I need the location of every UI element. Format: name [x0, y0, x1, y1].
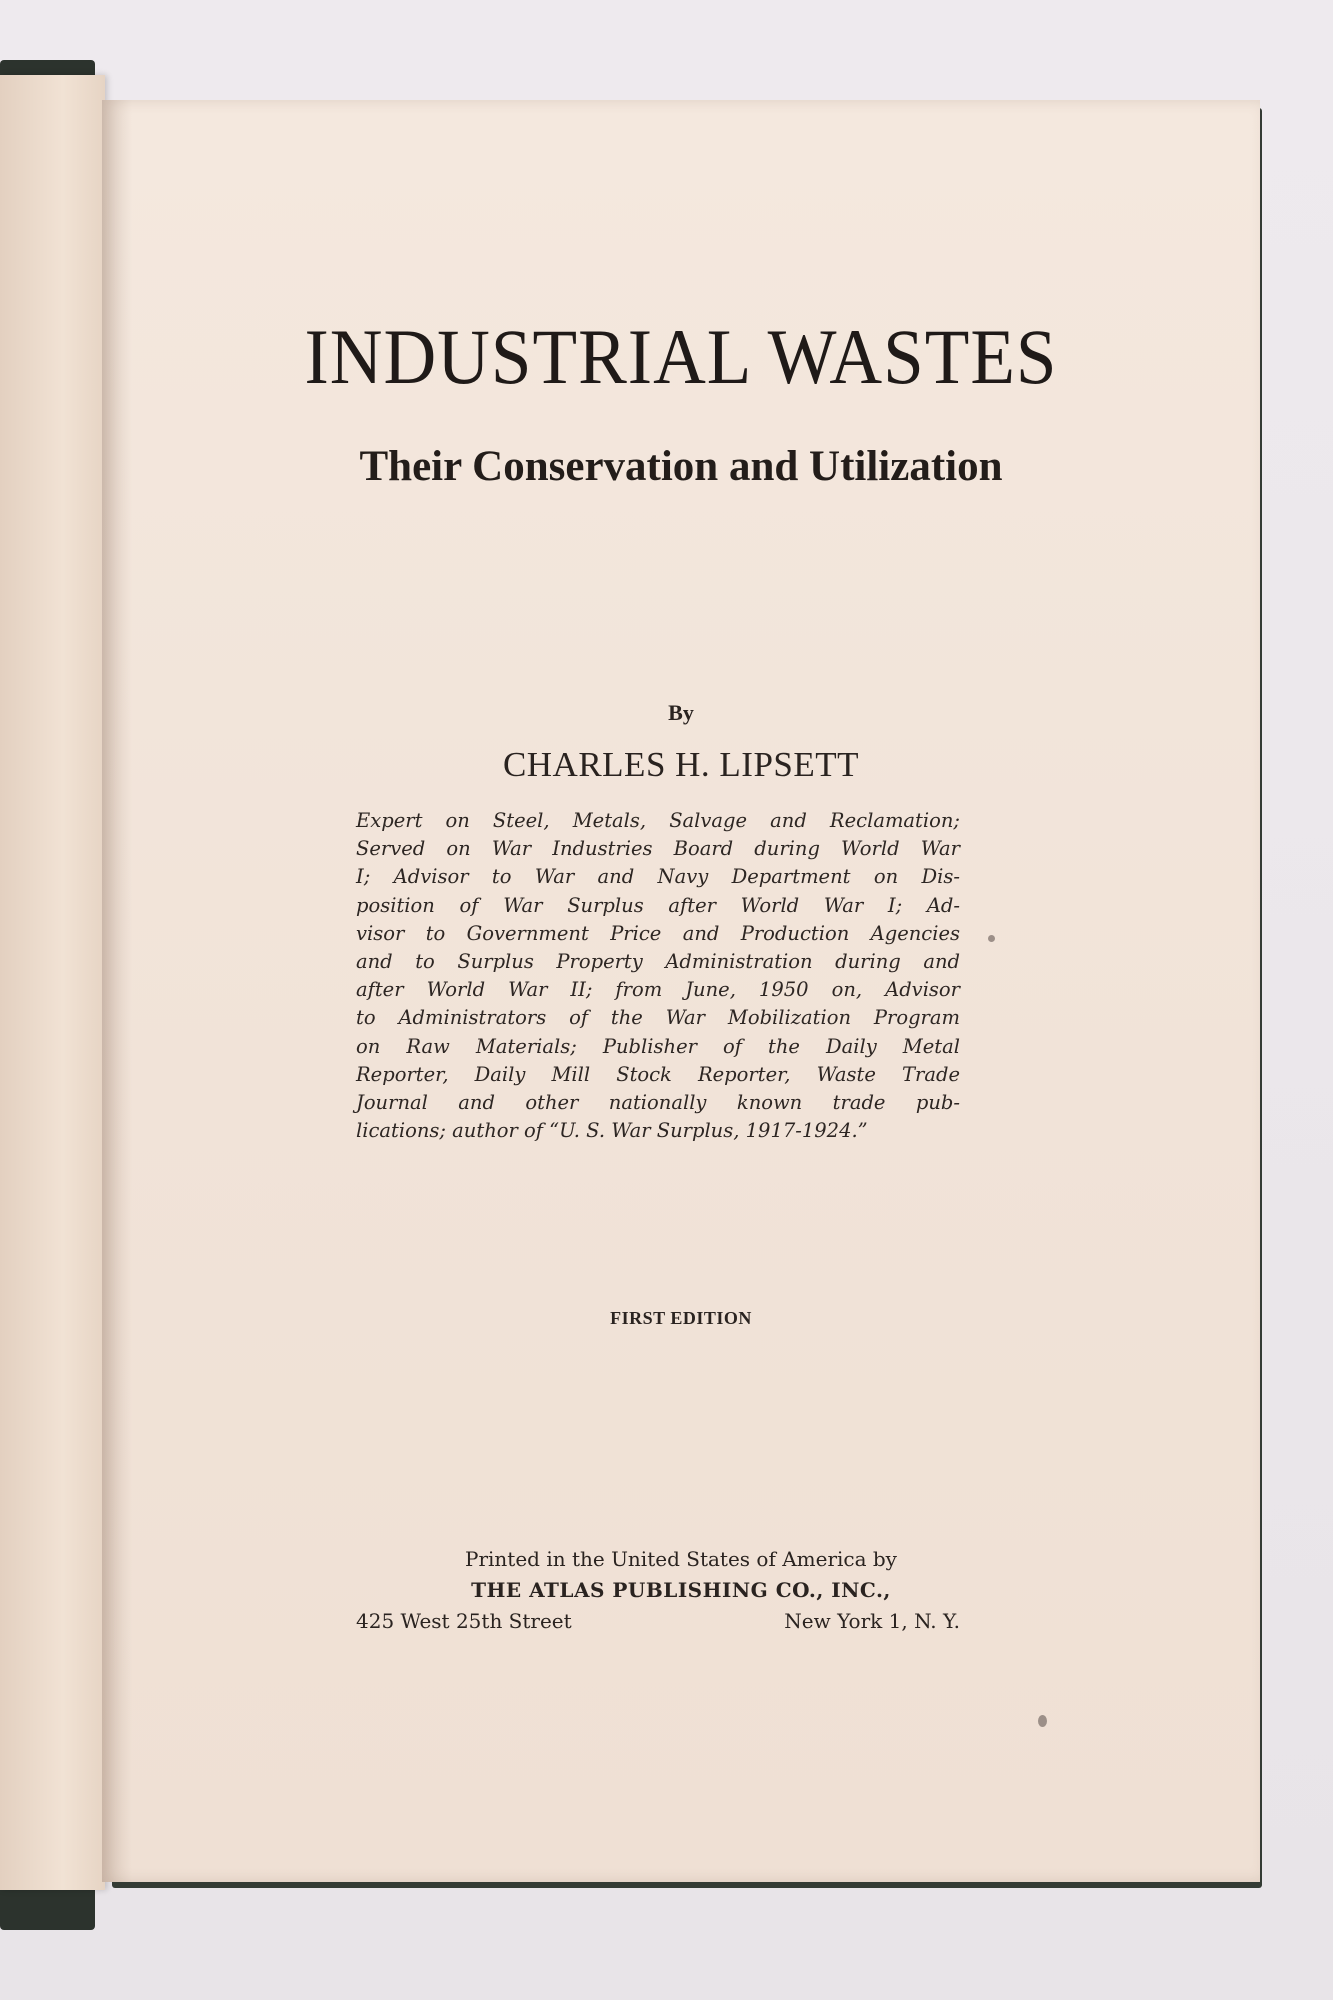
- bio-line: after World War II; from June, 1950 on, Advisor: [356, 978, 960, 1002]
- publisher-street: 425 West 25th Street: [356, 1609, 572, 1633]
- bio-line: and to Surplus Property Administration during and: [356, 950, 960, 974]
- bio-line: Journal and other nationally known trade pub-: [356, 1091, 960, 1115]
- paper-speck: [1038, 1715, 1047, 1727]
- paper-speck: [988, 935, 995, 942]
- bio-line: Served on War Industries Board during World War: [356, 837, 960, 861]
- bio-line: Reporter, Daily Mill Stock Reporter, Waste Trade: [356, 1062, 960, 1086]
- bio-line: I; Advisor to War and Navy Department on Dis-: [356, 865, 960, 889]
- bio-line: lications; author of “U. S. War Surplus, 1917-1924.”: [356, 1119, 868, 1143]
- bio-line: to Administrators of the War Mobilization Program: [356, 1006, 960, 1030]
- printed-line: Printed in the United States of America by: [465, 1547, 897, 1571]
- publisher-name: THE ATLAS PUBLISHING CO., INC.,: [471, 1578, 891, 1602]
- author-bio: [356, 807, 960, 1145]
- bio-line: visor to Government Price and Production Agencies: [356, 921, 960, 945]
- book-title: INDUSTRIAL WASTES: [304, 312, 1058, 401]
- bio-line: on Raw Materials; Publisher of the Daily Metal: [356, 1034, 960, 1058]
- bio-line: position of War Surplus after World War I; Ad-: [356, 893, 960, 917]
- left-page-edge: [0, 75, 105, 1890]
- author-name: CHARLES H. LIPSETT: [502, 745, 860, 784]
- publisher-city: New York 1, N. Y.: [784, 1609, 960, 1633]
- title-page: [102, 100, 1260, 1882]
- bio-line: Expert on Steel, Metals, Salvage and Reclamation;: [356, 809, 960, 832]
- book-subtitle: Their Conservation and Utilization: [359, 443, 1003, 490]
- edition-label: FIRST EDITION: [610, 1308, 752, 1328]
- by-label: By: [668, 700, 694, 725]
